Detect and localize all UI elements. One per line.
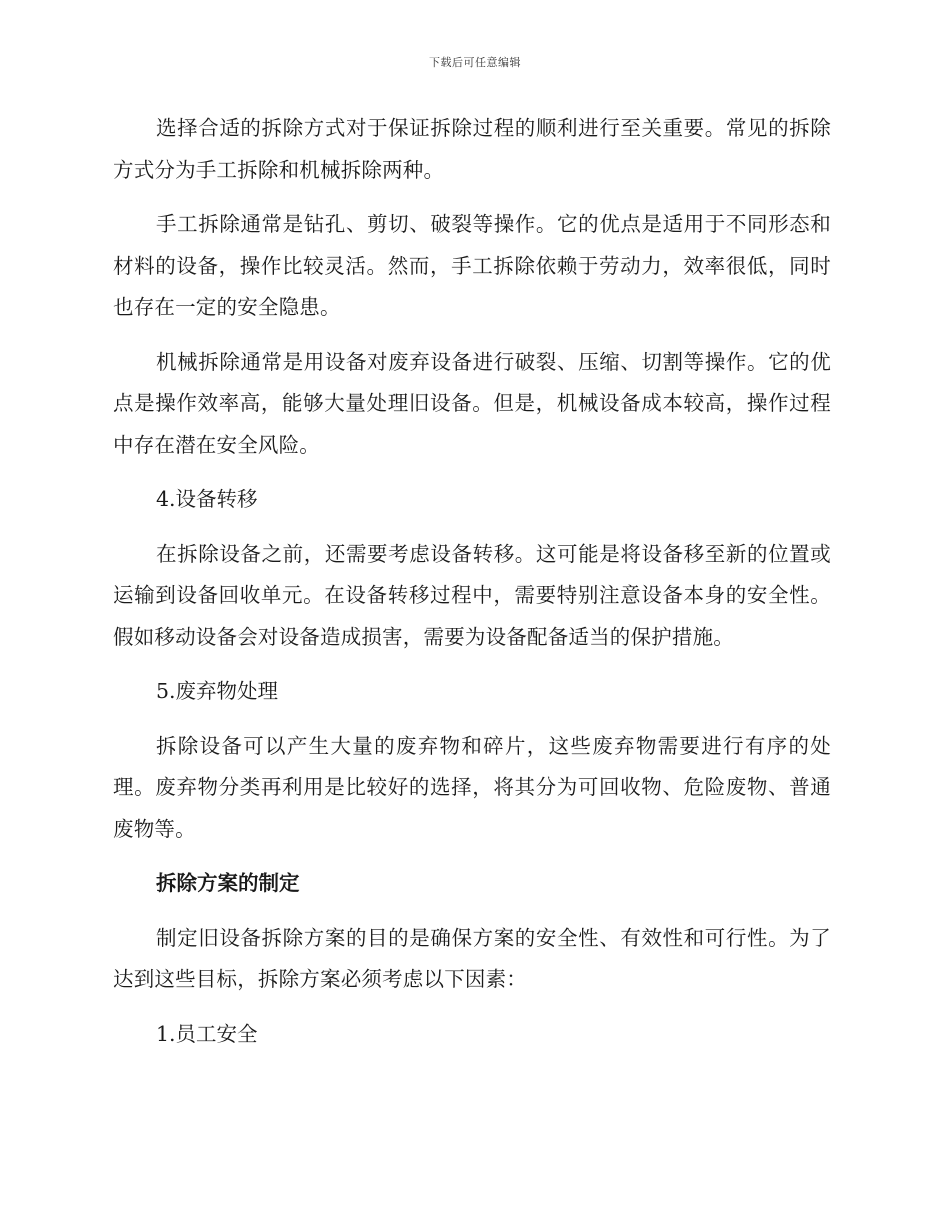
paragraph-mechanical-dismantling: 机械拆除通常是用设备对废弃设备进行破裂、压缩、切割等操作。它的优点是操作效率高，能够大量处理旧设备。但是，机械设备成本较高，操作过程中存在潜在安全风险。: [113, 349, 831, 457]
paragraph-manual-dismantling: 手工拆除通常是钻孔、剪切、破裂等操作。它的优点是适用于不同形态和材料的设备，操作比较灵活。然而，手工拆除依赖于劳动力，效率很低，同时也存在一定的安全隐患。: [113, 212, 831, 319]
subheading-equipment-transfer: 4.设备转移: [156, 487, 258, 511]
header-note: 下载后可任意编辑: [429, 56, 521, 69]
subheading-staff-safety: 1.员工安全: [156, 1021, 258, 1046]
paragraph-equipment-transfer: 在拆除设备之前，还需要考虑设备转移。这可能是将设备移至新的位置或运输到设备回收单元。在设备转移过程中，需要特别注意设备本身的安全性。假如移动设备会对设备造成损害，需要为设备配备适当的保护措施。: [113, 541, 831, 649]
paragraph-dismantling-methods: 选择合适的拆除方式对于保证拆除过程的顺利进行至关重要。常见的拆除方式分为手工拆除和机械拆除两种。: [113, 116, 831, 182]
subheading-waste-disposal: 5.废弃物处理: [156, 679, 279, 703]
section-title-plan-formulation: 拆除方案的制定: [156, 871, 300, 895]
document-body: [113, 108, 831, 1068]
paragraph-waste-disposal: 拆除设备可以产生大量的废弃物和碎片，这些废弃物需要进行有序的处理。废弃物分类再利用是比较好的选择，将其分为可回收物、危险废物、普通废物等。: [113, 733, 831, 841]
paragraph-plan-formulation: 制定旧设备拆除方案的目的是确保方案的安全性、有效性和可行性。为了达到这些目标，拆除方案必须考虑以下因素：: [113, 925, 831, 991]
